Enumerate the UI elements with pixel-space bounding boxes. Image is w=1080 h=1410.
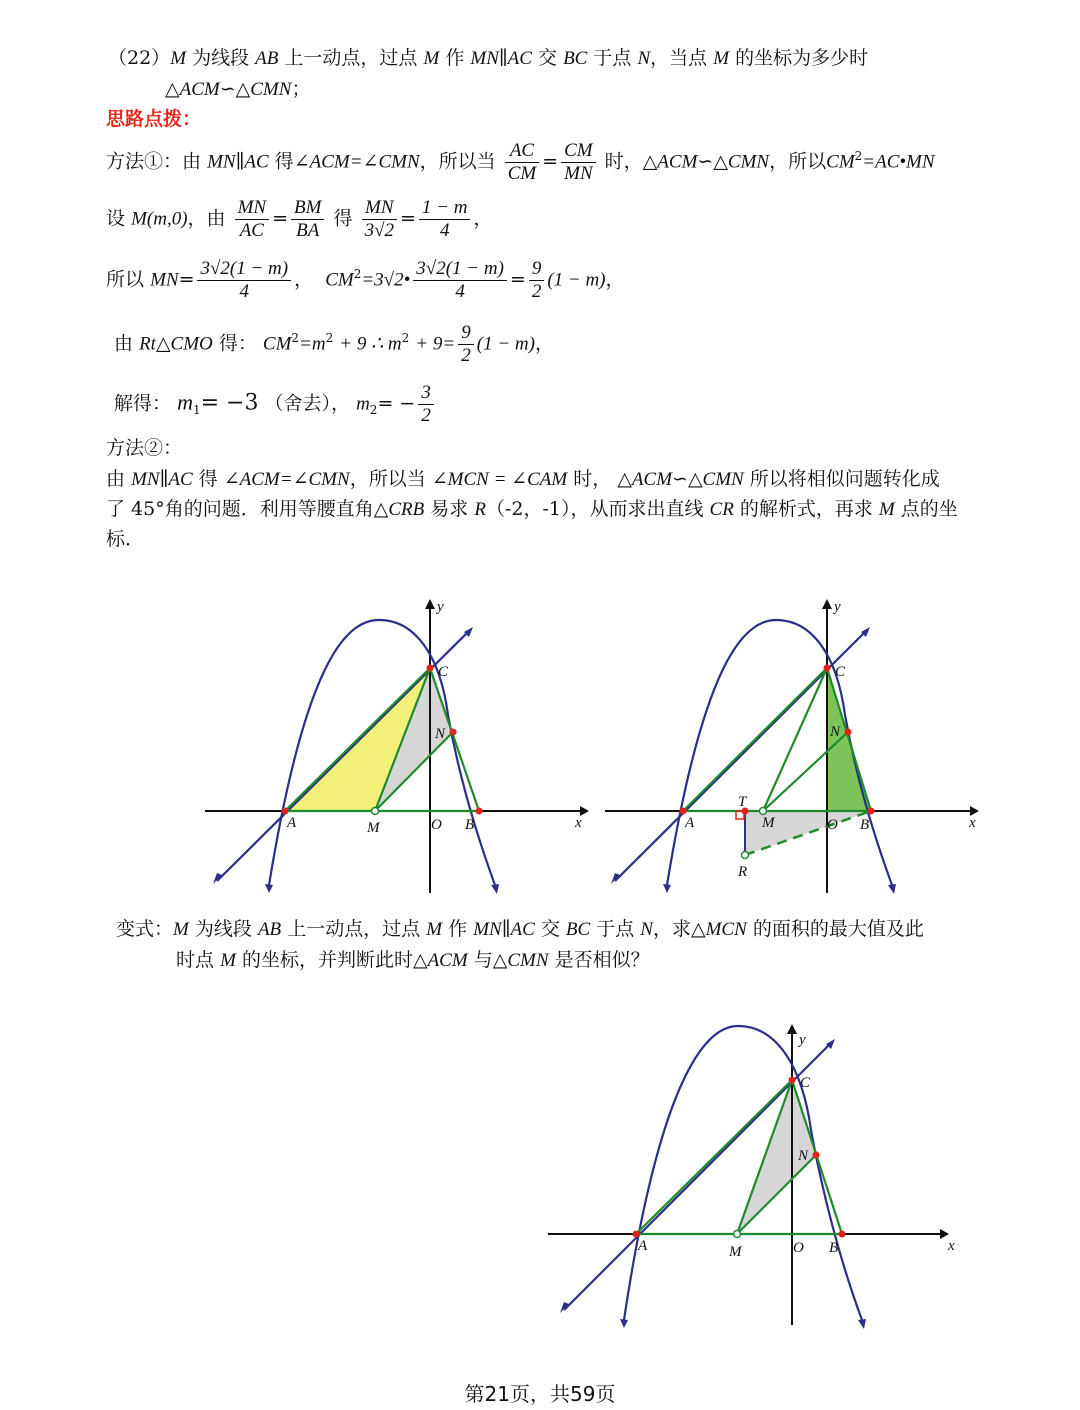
parabola-arrow-right	[888, 884, 896, 894]
y-axis-arrow	[787, 1024, 797, 1034]
text: ；	[291, 78, 311, 100]
denominator: 4	[439, 219, 450, 241]
figure-1	[195, 595, 595, 905]
text: MN∥AC	[207, 151, 269, 173]
variant-line-1	[116, 918, 924, 942]
label-x: x	[969, 815, 976, 831]
text: 时点	[176, 949, 215, 971]
method2-title: 方法②：	[106, 437, 183, 459]
parabola	[624, 1026, 862, 1320]
numerator: 3√2(1 − m)	[413, 258, 507, 281]
variant-line-2	[176, 949, 650, 973]
numerator: 9	[458, 322, 474, 345]
text: △ACM∽△CMN	[642, 151, 770, 173]
numerator: 1 − m	[419, 197, 471, 220]
y-axis-arrow	[425, 599, 435, 609]
numerator: MN	[235, 197, 270, 220]
text: N	[637, 48, 651, 69]
point-a	[633, 1231, 640, 1238]
point-m	[734, 1231, 741, 1238]
label-r: R	[738, 864, 748, 880]
text: ∠ACM=∠CMN	[223, 469, 350, 490]
text: CR	[709, 499, 734, 520]
equals: =	[542, 150, 559, 173]
text: ∠ACM=∠CMN	[293, 151, 420, 173]
text: 的面积的最大值及此	[752, 918, 924, 940]
point-r	[742, 852, 749, 859]
fraction-9-2	[529, 258, 545, 303]
point-m	[760, 808, 767, 815]
point-n	[813, 1152, 820, 1159]
text: 作	[448, 918, 468, 940]
denominator: 2	[421, 404, 431, 426]
fraction-mn-value	[197, 258, 291, 303]
label-x: x	[575, 815, 582, 831]
label-n: N	[435, 726, 446, 742]
fraction-mn-3root2	[362, 197, 397, 242]
text: ，所以当	[349, 468, 426, 490]
text: N	[640, 919, 653, 940]
denominator: MN	[564, 162, 593, 184]
text: △CRB	[373, 499, 425, 520]
numerator: 9	[529, 258, 545, 281]
text: = −3	[200, 390, 259, 416]
superscript: 2	[353, 267, 362, 282]
problem-line-2	[165, 78, 310, 102]
text: ，所以当	[419, 150, 496, 173]
method1-line-1	[106, 140, 935, 185]
text: MN	[150, 269, 179, 291]
label-y: y	[834, 599, 841, 615]
text: M	[131, 208, 147, 230]
equals: =	[400, 207, 416, 230]
text: 所以将相似问题转化成	[749, 468, 940, 490]
label-a: A	[638, 1238, 648, 1254]
parabola-arrow-left	[265, 884, 273, 893]
text: ，当点	[650, 47, 708, 69]
text: 时，	[573, 468, 612, 490]
text: 于点	[593, 47, 632, 69]
text: M	[713, 48, 730, 69]
label-a: A	[685, 815, 695, 831]
text: 为线段	[194, 918, 252, 940]
label-a: A	[287, 815, 297, 831]
text: （舍去），	[264, 392, 351, 415]
point-c	[824, 665, 831, 672]
numerator: BM	[291, 197, 324, 220]
method2-line-2	[106, 498, 958, 522]
point-b	[476, 808, 483, 815]
superscript: 2	[854, 149, 863, 164]
text: ，	[534, 332, 554, 355]
fraction-ac-cm	[505, 140, 540, 185]
denominator: 4	[455, 280, 465, 302]
text: 得	[274, 150, 294, 173]
point-m	[372, 808, 379, 815]
text: M	[173, 919, 189, 940]
fraction-cm-product	[413, 258, 507, 303]
text: ，	[473, 207, 493, 230]
segment-ac	[683, 668, 827, 811]
text: ，所以	[769, 150, 827, 173]
text: BC	[563, 48, 588, 69]
text: 为线段	[192, 47, 250, 69]
point-b	[868, 808, 875, 815]
text: (1 − m)	[547, 269, 606, 291]
superscript: 2	[291, 331, 300, 346]
text: ，由	[187, 207, 226, 230]
parabola	[667, 620, 892, 885]
denominator: 2	[531, 280, 542, 302]
label-o: O	[827, 817, 838, 833]
text: 点的坐	[900, 498, 958, 520]
method2-line-3: 标．	[106, 528, 145, 550]
subscript: 1	[192, 403, 201, 418]
text: 由	[114, 332, 134, 355]
text: ，	[294, 268, 314, 291]
label-c: C	[835, 664, 846, 680]
text: 交	[538, 47, 558, 69]
y-axis-arrow	[822, 599, 832, 609]
text: △ACM	[412, 950, 468, 971]
text: BC	[565, 919, 591, 940]
fraction-cm-mn	[561, 140, 596, 185]
point-n	[845, 729, 852, 736]
label-m: M	[762, 815, 775, 831]
text: △MCN	[690, 919, 747, 940]
denominator: BA	[296, 219, 320, 241]
denominator: 3√2	[364, 219, 394, 241]
numerator: MN	[362, 197, 397, 220]
text: + 9=	[415, 333, 456, 355]
equals: =	[272, 207, 289, 230]
numerator: 3√2(1 − m)	[197, 258, 291, 281]
superscript: 2	[401, 331, 410, 346]
text: 时，	[604, 150, 643, 173]
point-c	[427, 665, 434, 672]
text: （-2，-1），从而求出直线	[485, 498, 704, 520]
label-t: T	[738, 794, 747, 810]
denominator: AC	[239, 219, 264, 241]
text: 的坐标为多少时	[735, 47, 869, 69]
text: AB	[255, 48, 279, 69]
parabola-arrow-left	[620, 1319, 628, 1328]
text: ∠MCN = ∠CAM	[431, 469, 568, 490]
label-m: M	[729, 1244, 742, 1260]
problem-line-1	[108, 47, 868, 71]
text: M	[423, 48, 440, 69]
text: 得：	[218, 332, 257, 355]
text: M	[220, 950, 236, 971]
equals: =	[509, 268, 526, 291]
numerator: 3	[418, 382, 434, 405]
text: 变式：	[116, 918, 174, 940]
method1-line-2	[106, 197, 492, 242]
fraction-mn-ac	[235, 197, 270, 242]
text: =3√2•	[361, 269, 411, 291]
text: △CMN	[492, 950, 549, 971]
parabola-arrow-left	[663, 884, 671, 893]
point-c	[789, 1077, 796, 1084]
text: 交	[540, 918, 560, 940]
text: 易求	[430, 498, 469, 520]
equals: =	[178, 268, 195, 291]
text: Rt△CMO	[139, 333, 213, 355]
text: ，求	[652, 918, 691, 940]
label-m: M	[367, 820, 380, 836]
problem-number: （22）	[108, 47, 171, 69]
denominator: CM	[507, 162, 537, 184]
label-c: C	[438, 664, 449, 680]
text: m	[177, 389, 193, 415]
text: MN∥AC	[470, 48, 532, 69]
parabola-arrow-right	[858, 1319, 866, 1329]
point-a	[680, 808, 687, 815]
text: MN∥AC	[131, 469, 193, 490]
fraction-1-m-over-4	[419, 197, 471, 242]
text: 解得：	[114, 392, 172, 415]
method1-line-3	[106, 258, 625, 303]
page-footer: 第21页，共59页	[464, 1382, 616, 1406]
point-b	[839, 1231, 846, 1238]
label-b: B	[860, 817, 870, 833]
text: 是否相似？	[554, 949, 650, 971]
text: = −	[377, 392, 416, 415]
fraction-9-2-b	[458, 322, 474, 367]
text: ，	[605, 268, 625, 291]
text: + 9 ∴ m	[339, 333, 402, 355]
label-b: B	[829, 1240, 839, 1256]
text: 上一动点，过点	[287, 918, 421, 940]
point-n	[450, 729, 457, 736]
method1-line-5	[114, 382, 437, 427]
method2-line-1	[106, 468, 940, 492]
text: M	[878, 499, 895, 520]
label-y: y	[437, 599, 444, 615]
subscript: 2	[369, 403, 378, 418]
text: (1 − m)	[476, 333, 535, 355]
text: m	[356, 393, 370, 415]
text: 的坐标，并判断此时	[241, 949, 413, 971]
label-n: N	[798, 1148, 809, 1164]
label-y: y	[799, 1032, 806, 1048]
text: CM	[826, 151, 855, 173]
label-n: N	[830, 724, 841, 740]
text: 设	[106, 207, 126, 230]
hint-title: 思路点拨：	[106, 108, 202, 130]
fraction-bm-ba	[291, 197, 324, 242]
method1-line-4	[114, 322, 554, 367]
text: △ACM∽△CMN	[165, 79, 292, 100]
text: =AC•MN	[862, 151, 935, 173]
text: 得	[333, 207, 353, 230]
denominator: 4	[239, 280, 250, 302]
segment-cm	[763, 668, 827, 811]
label-o: O	[431, 817, 442, 833]
label-x: x	[948, 1238, 955, 1254]
text: 上一动点，过点	[284, 47, 418, 69]
text: R	[474, 499, 486, 520]
text: 作	[445, 47, 465, 69]
text: M	[426, 919, 443, 940]
parabola-arrow-right	[491, 884, 499, 894]
denominator: 2	[461, 344, 471, 366]
text: 与	[473, 949, 493, 971]
figure-2	[595, 595, 995, 905]
text: △ACM∽△CMN	[617, 469, 744, 490]
label-c: C	[800, 1075, 811, 1091]
figure-3	[540, 1020, 960, 1340]
text: AB	[257, 919, 282, 940]
text: 由	[106, 468, 126, 490]
text: CM	[262, 333, 292, 355]
fraction-3-2	[418, 382, 434, 427]
text: 方法①：由	[106, 150, 202, 173]
text: (m,0)	[146, 208, 188, 230]
text: MN∥AC	[473, 919, 535, 940]
numerator: CM	[561, 140, 596, 163]
text: CM	[325, 269, 354, 291]
text: 得	[198, 468, 218, 490]
text: 的解析式，再求	[739, 498, 873, 520]
text: M	[170, 48, 187, 69]
text: 了 45°角的问题．利用等腰直角	[106, 498, 374, 520]
label-o: O	[793, 1240, 804, 1256]
point-a	[282, 808, 289, 815]
numerator: AC	[505, 140, 540, 163]
text: 于点	[596, 918, 635, 940]
text: 所以	[106, 268, 145, 291]
text: =m	[299, 333, 326, 355]
superscript: 2	[325, 331, 334, 346]
label-b: B	[465, 817, 475, 833]
